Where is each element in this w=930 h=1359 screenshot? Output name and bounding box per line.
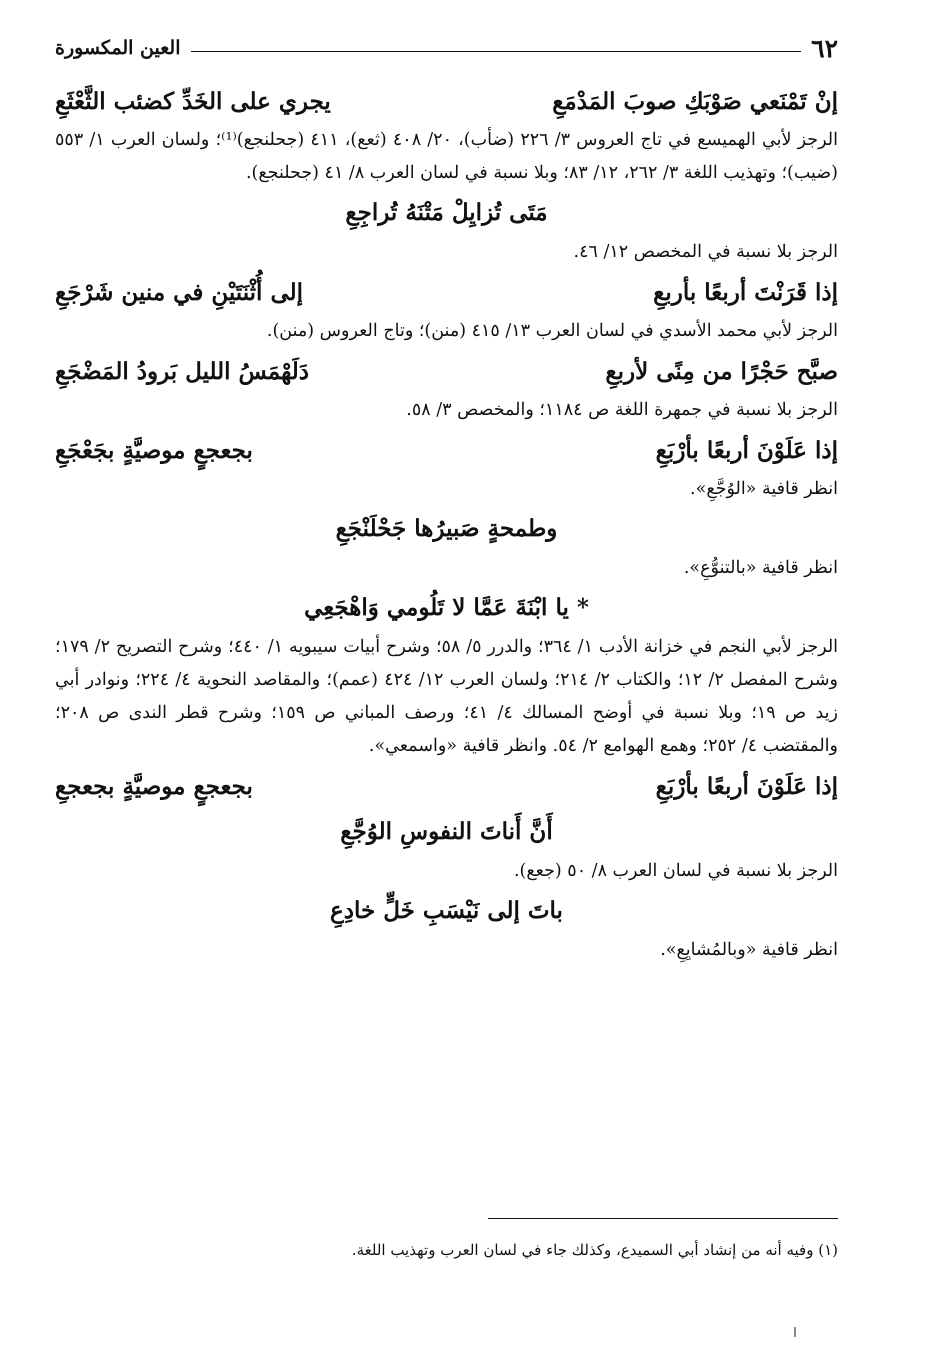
verse-line-centered: أَنَّ أَناتَ النفوسِ الوُجَّعِ [340, 818, 553, 845]
verse-line-centered: وطمحةٍ صَبيرُها جَحْلَنْجَعِ [335, 515, 558, 542]
verse-hemistich-second: إلى أُثْنَتَيْنِ في منين شَرْجَعِ [55, 278, 304, 306]
page-number: ٦٢ [811, 33, 838, 63]
verse-commentary: الرجز بلا نسبة في لسان العرب ٨/ ٥٠ (جعع). [513, 861, 838, 881]
verse-hemistich-second: بجعجعٍ موصيَّةٍ بجَعْجَعِ [55, 436, 253, 464]
verse-commentary: الرجز بلا نسبة في جمهرة اللغة ص ١١٨٤؛ والمخصص ٣/ ٥٨. [406, 400, 838, 420]
verse-hemistich-first: صبَّح حَجْرًا من مِنًى لأربعِ [605, 357, 838, 385]
verse-line [55, 269, 838, 315]
verse-line [55, 763, 838, 809]
verse-hemistich-second: دَلَهْمَسُ الليل بَرودُ المَضْجَعِ [55, 357, 310, 385]
verse-line [55, 427, 838, 473]
scan-speck [794, 1327, 796, 1337]
verse-hemistich-second: بجعجعٍ موصيَّةٍ بجعجعِ [55, 772, 253, 800]
verse-hemistich-second: يجري على الخَدِّ كضئب الثَّعْثَعِ [55, 87, 331, 115]
verse-commentary: انظر قافية «بالتنوُّعِ». [683, 558, 838, 578]
verse-commentary: الرجز لأبي النجم في خزانة الأدب ١/ ٣٦٤؛ والدرر ٥/ ٥٨؛ وشرح أبيات سيبويه ١/ ٤٤٠؛ وشرح التصريح ٢/ ١٧٩؛ وشرح المفصل ٢/ ١٢؛ والكتاب ٢/ ٢١٤؛ ولسان العرب ١٢/ ٤٢٤ (عمم)؛ والمقاصد النحوية ٤/ ٢٢٤؛ ونوادر أبي زيد ص ١٩؛ وبلا نسبة في أوضح المسالك ٤/ ٤١؛ ورصف المباني ص ١٥٩؛ وشرح قطر الندى ص ٢٠٨؛ والمقتضب ٤/ ٢٥٢؛ وهمع الهوامع ٢/ ٥٤. وانظر قافية «واسمعي». [55, 637, 839, 756]
footnote-separator [488, 1218, 838, 1219]
verse-line-centered: * يا ابْنَةَ عَمَّا لا تَلُومي وَاهْجَعِي [304, 594, 589, 621]
verse-commentary: الرجز لأبي محمد الأسدي في لسان العرب ١٣/ ٤١٥ (منن)؛ وتاج العروس (منن). [266, 321, 838, 341]
verse-hemistich-first: إنْ تَمْنَعي صَوْبَكِ صوبَ المَدْمَعِ [552, 87, 838, 115]
verse-commentary: انظر قافية «وبالمُشايِعِ». [660, 940, 838, 960]
section-title: العين المكسورة [55, 37, 181, 59]
verse-commentary: الرجز بلا نسبة في المخصص ١٢/ ٤٦. [573, 242, 838, 262]
verse-commentary: الرجز لأبي الهميسع في تاج العروس ٣/ ٢٢٦ (ضأب)، ٢٠/ ٤٠٨ (ثعع)، ٤١١ (جحلنجع)⁽¹⁾؛ ولسان العرب ١/ ٥٥٣ (ضيب)؛ وتهذيب اللغة ٣/ ٢٦٢، ١٢/ ٨٣؛ وبلا نسبة في لسان العرب ٨/ ٤١ (جحلنجع). [55, 130, 838, 183]
verse-line-centered: مَتَى تُزايِلْ مَتْنَهُ تُراجِعِ [345, 199, 548, 226]
main-text [55, 78, 838, 967]
verse-hemistich-first: إذا عَلَوْنَ أربعًا بأرْبَعِ [655, 772, 838, 800]
verse-line [55, 78, 838, 124]
running-header [55, 30, 838, 66]
header-rule [191, 51, 802, 52]
verse-hemistich-first: إذا قَرَنْتَ أربعًا بأربعِ [653, 278, 838, 306]
footnote: (١) وفيه أنه من إنشاد أبي السميدع، وكذلك جاء في لسان العرب وتهذيب اللغة. [351, 1241, 838, 1259]
verse-line [55, 348, 838, 394]
verse-line-centered: باتَ إلى نَيْسَبِ خَلٍّ خادِعِ [330, 897, 563, 924]
verse-hemistich-first: إذا عَلَوْنَ أربعًا بأرْبَعِ [655, 436, 838, 464]
verse-commentary: انظر قافية «الوُجَّعِ». [690, 479, 838, 499]
